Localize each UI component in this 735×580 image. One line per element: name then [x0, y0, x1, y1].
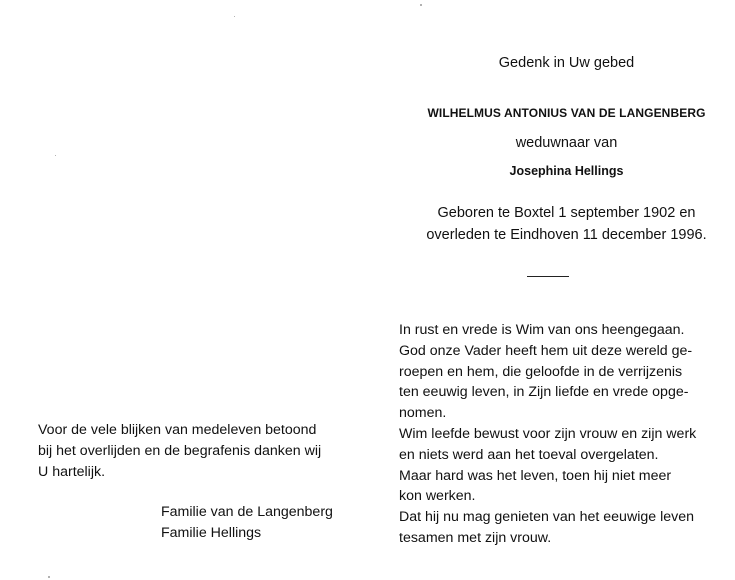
signature-line: Familie Hellings [161, 524, 262, 541]
family-signatures [161, 502, 333, 544]
thanks-line: Voor de vele blijken van medeleven betoond [38, 422, 317, 438]
memorial-line: roepen en hem, die geloofde in de verrijzenis [399, 363, 683, 380]
intro-text: Gedenk in Uw gebed [498, 55, 635, 71]
dates-line: overleden te Eindhoven 11 december 1996. [426, 227, 707, 243]
scan-speck [55, 155, 56, 156]
thanks-message [38, 420, 334, 482]
relation-text: weduwnaar van [515, 135, 618, 151]
scan-speck [234, 16, 235, 17]
memorial-line: God onze Vader heeft hem uit deze wereld ge- [399, 342, 693, 359]
memorial-line: tesamen met zijn vrouw. [399, 529, 552, 546]
memorial-line: In rust en vrede is Wim van ons heengegaan. [399, 322, 685, 338]
thanks-line: bij het overlijden en de begrafenis danken wij [38, 442, 322, 459]
birth-death-dates [398, 202, 735, 246]
memorial-line: ten eeuwig leven, in Zijn liefde en vrede opge- [399, 384, 689, 401]
memorial-line: kon werken. [399, 488, 476, 505]
memorial-line: Dat hij nu mag genieten van het eeuwige leven [399, 509, 694, 526]
memorial-line: Maar hard was het leven, toen hij niet meer [399, 467, 672, 484]
section-divider [527, 276, 569, 277]
deceased-name: WILHELMUS ANTONIUS VAN DE LANGENBERG [427, 106, 706, 120]
memorial-line: Wim leefde bewust voor zijn vrouw en zijn werk [399, 425, 697, 442]
dates-line: Geboren te Boxtel 1 september 1902 en [437, 205, 696, 221]
thanks-line: U hartelijk. [38, 463, 106, 480]
memorial-line: en niets werd aan het toeval overgelaten. [399, 446, 659, 463]
signature-line: Familie van de Langenberg [161, 504, 333, 520]
spouse-name: Josephina Hellings [509, 164, 624, 178]
scan-speck [48, 576, 50, 578]
memorial-line: nomen. [399, 405, 447, 422]
scan-speck [420, 4, 422, 6]
memorial-text [399, 320, 697, 549]
